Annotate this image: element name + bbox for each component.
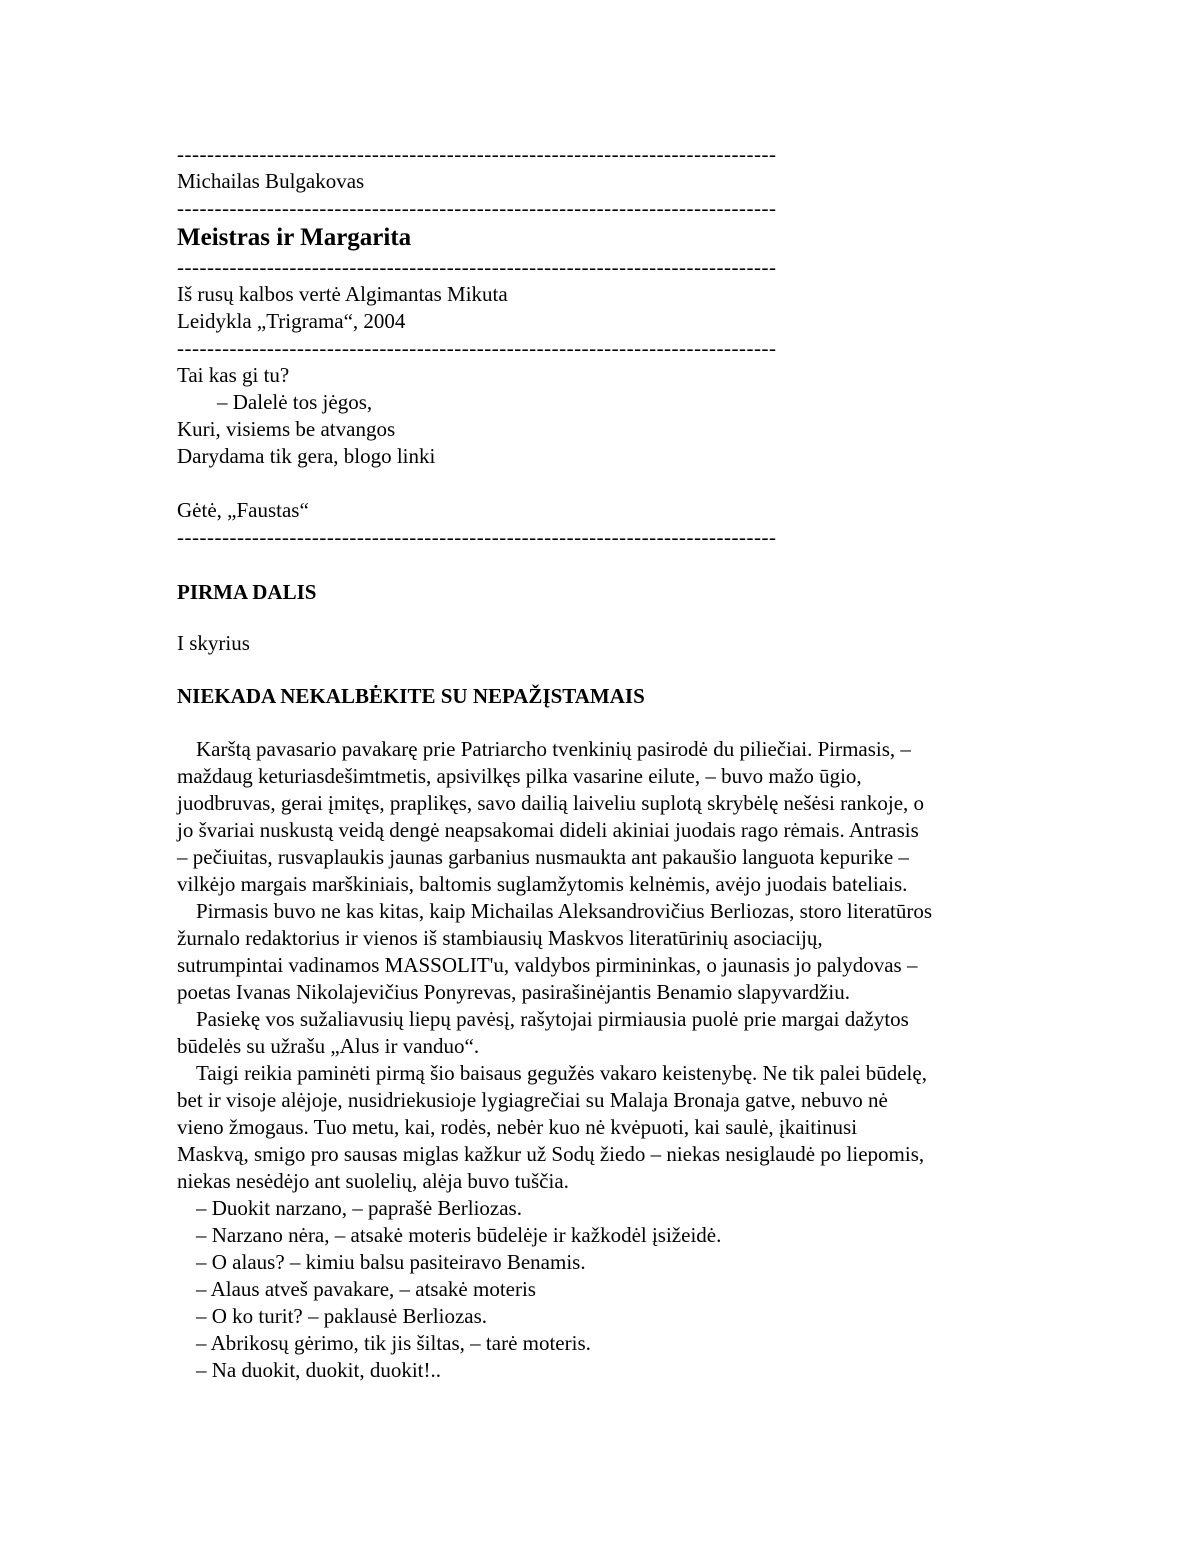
text-line: juodbruvas, gerai įmitęs, praplikęs, savo dailią laiveliu suplotą skrybėlę nešėsi rankoje, o <box>177 791 925 815</box>
dialog-line: – O ko turit? – paklausė Berliozas. <box>196 1304 488 1328</box>
text-line: žurnalo redaktorius ir vienos iš stambiausių Maskvos literatūrinių asociacijų, <box>177 926 823 950</box>
text-line: Maskvą, smigo pro sausas miglas kažkur už Sodų žiedo – niekas nesiglaudė po liepomis, <box>177 1142 925 1166</box>
epigraph-line: Kuri, visiems be atvangos <box>177 417 396 441</box>
dialog-line: – Abrikosų gėrimo, tik jis šiltas, – tarė moteris. <box>196 1331 591 1355</box>
author-name: Michailas Bulgakovas <box>177 169 365 193</box>
text-line: – pečiuitas, rusvaplaukis jaunas garbanius nusmaukta ant pakaušio languota kepurike – <box>177 845 909 869</box>
text-line: būdelės su užrašu „Alus ir vanduo“. <box>177 1034 480 1058</box>
dialog-line: – O alaus? – kimiu balsu pasiteiravo Benamis. <box>196 1250 586 1274</box>
dialog-line: – Na duokit, duokit, duokit!.. <box>196 1358 441 1382</box>
separator-rule: -------------------------------------------------------------------------------- <box>177 255 777 279</box>
epigraph <box>177 362 1037 524</box>
publisher-credit: Leidykla „Trigrama“, 2004 <box>177 309 406 333</box>
text-line: poetas Ivanas Nikolajevičius Ponyrevas, pasirašinėjantis Benamio slapyvardžiu. <box>177 980 850 1004</box>
chapter-number: I skyrius <box>177 631 250 655</box>
text-line: vieno žmogaus. Tuo metu, kai, rodės, nebėr kuo nė kvėpuoti, kai saulė, įkaitinusi <box>177 1115 858 1139</box>
dialog-line: – Alaus atveš pavakare, – atsakė moteris <box>196 1277 536 1301</box>
body-text <box>177 736 1037 1384</box>
text-line: vilkėjo margais marškiniais, baltomis suglamžytomis kelnėmis, avėjo juodais bateliais. <box>177 872 908 896</box>
separator-rule: -------------------------------------------------------------------------------- <box>177 142 777 166</box>
text-line: maždaug keturiasdešimtmetis, apsivilkęs pilka vasarine eilute, – buvo mažo ūgio, <box>177 764 862 788</box>
text-line: Karštą pavasario pavakarę prie Patriarcho tvenkinių pasirodė du piliečiai. Pirmasis, – <box>196 737 911 761</box>
epigraph-source: Gėtė, „Faustas“ <box>177 498 309 522</box>
separator-rule: -------------------------------------------------------------------------------- <box>177 525 777 549</box>
book-title: Meistras ir Margarita <box>177 224 412 251</box>
translator-credit: Iš rusų kalbos vertė Algimantas Mikuta <box>177 282 508 306</box>
text-line: jo švariai nuskustą veidą dengė neapsakomai dideli akiniai juodais rago rėmais. Antrasis <box>177 818 919 842</box>
separator-rule: -------------------------------------------------------------------------------- <box>177 196 777 220</box>
epigraph-line: Darydama tik gera, blogo linki <box>177 444 436 468</box>
text-line: Pirmasis buvo ne kas kitas, kaip Michailas Aleksandrovičius Berliozas, storo literatūros <box>196 899 933 923</box>
dialog-line: – Narzano nėra, – atsakė moteris būdelėje ir kažkodėl įsižeidė. <box>196 1223 722 1247</box>
text-line: Taigi reikia paminėti pirmą šio baisaus gegužės vakaro keistenybę. Ne tik palei būdelę, <box>196 1061 927 1085</box>
separator-rule: -------------------------------------------------------------------------------- <box>177 336 777 360</box>
text-line: Pasiekę vos sužaliavusių liepų pavėsį, rašytojai pirmiausia puolė prie margai dažytos <box>196 1007 909 1031</box>
text-line: sutrumpintai vadinamos MASSOLIT'u, valdybos pirmininkas, o jaunasis jo palydovas – <box>177 953 918 977</box>
epigraph-line: Tai kas gi tu? <box>177 363 290 387</box>
part-heading: PIRMA DALIS <box>177 580 317 604</box>
text-line: niekas nesėdėjo ant suolelių, alėja buvo tuščia. <box>177 1169 569 1193</box>
text-line: bet ir visoje alėjoje, nusidriekusioje lygiagrečiai su Malaja Bronaja gatve, nebuvo nė <box>177 1088 888 1112</box>
dialog-line: – Duokit narzano, – paprašė Berliozas. <box>196 1196 522 1220</box>
epigraph-line: – Dalelė tos jėgos, <box>217 390 373 414</box>
chapter-title: NIEKADA NEKALBĖKITE SU NEPAŽĮSTAMAIS <box>177 684 645 708</box>
document-page <box>177 141 1037 1384</box>
